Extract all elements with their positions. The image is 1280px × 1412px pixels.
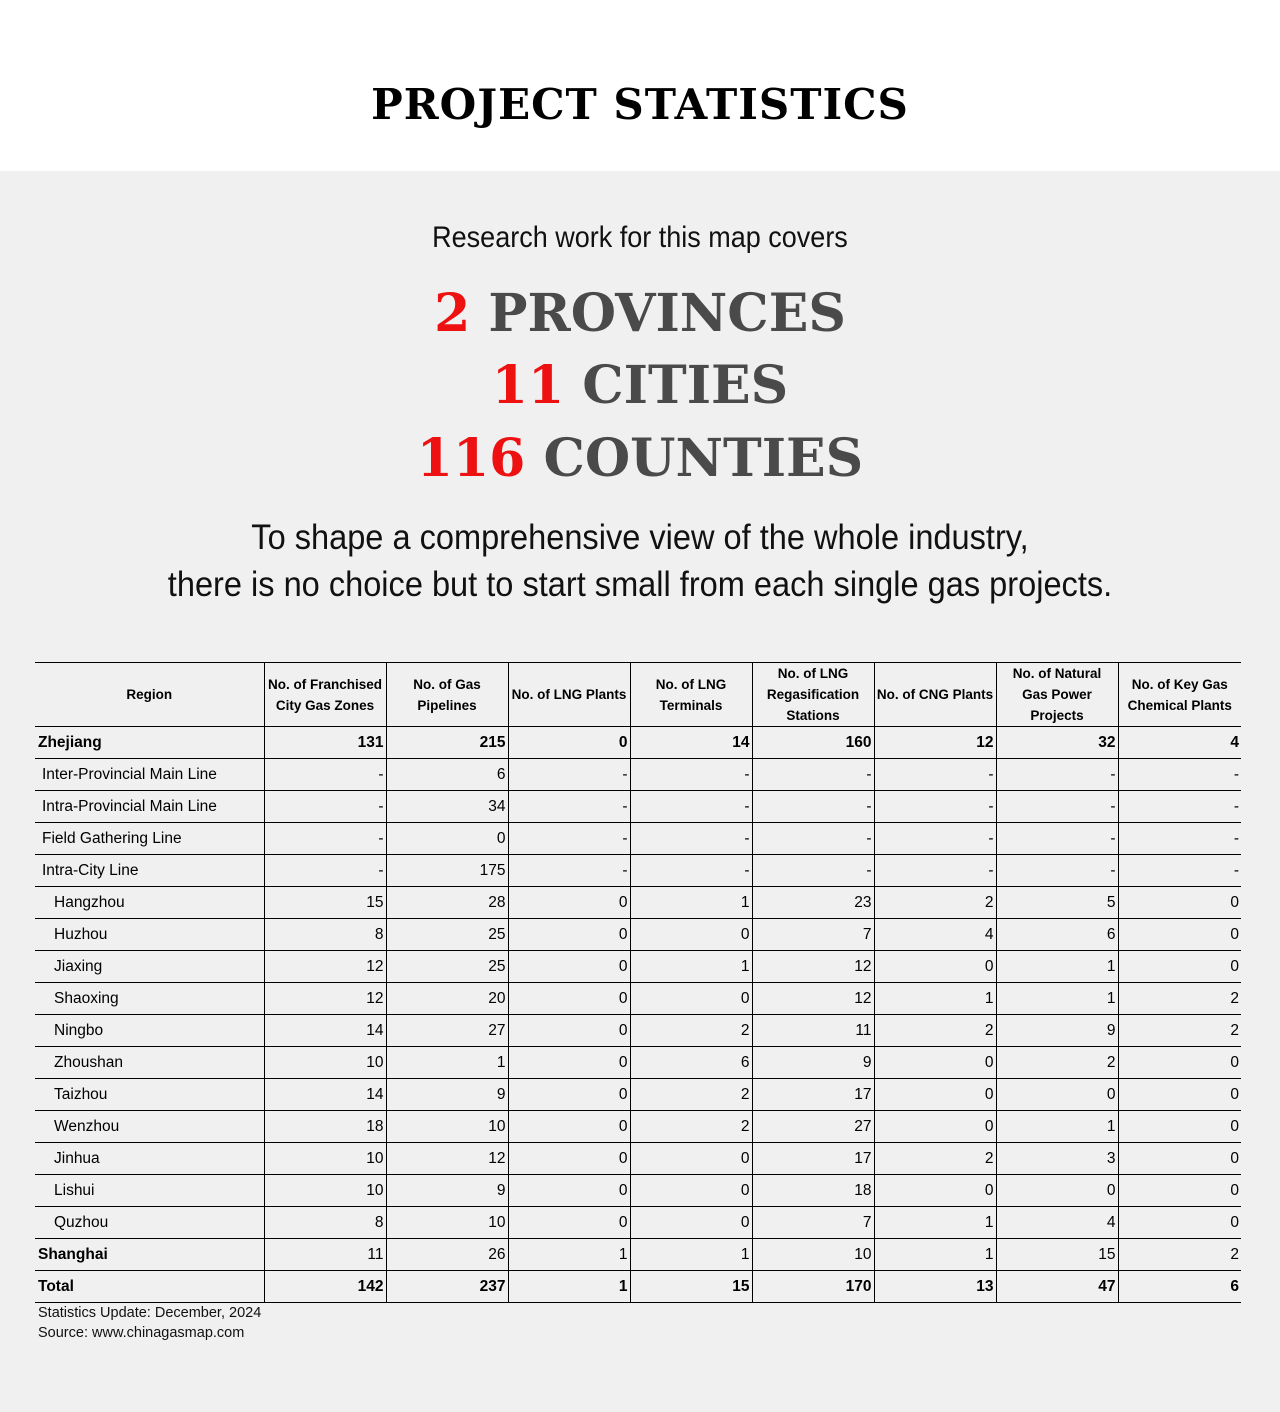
table-row — [35, 983, 1241, 1015]
value-cell: 32 — [996, 727, 1118, 759]
table-row — [35, 951, 1241, 983]
value-cell: - — [1118, 855, 1241, 887]
value-cell: 12 — [752, 951, 874, 983]
value-cell: 1 — [630, 951, 752, 983]
value-cell: 23 — [752, 887, 874, 919]
value-cell: 0 — [508, 1047, 630, 1079]
value-cell: 3 — [996, 1143, 1118, 1175]
value-cell: 2 — [874, 1143, 996, 1175]
value-cell: 0 — [1118, 1143, 1241, 1175]
value-cell: - — [508, 791, 630, 823]
value-cell: 2 — [996, 1047, 1118, 1079]
value-cell: 10 — [386, 1207, 508, 1239]
value-cell: - — [264, 791, 386, 823]
value-cell: - — [752, 823, 874, 855]
table-row — [35, 1079, 1241, 1111]
value-cell: 27 — [752, 1111, 874, 1143]
value-cell: 12 — [752, 983, 874, 1015]
stat-label: COUNTIES — [543, 428, 864, 489]
value-cell: 0 — [630, 1175, 752, 1207]
source-note: Source: www.chinagasmap.com — [38, 1325, 245, 1341]
intro-text: Research work for this map covers — [432, 221, 848, 254]
value-cell: 2 — [630, 1111, 752, 1143]
value-cell: 25 — [386, 919, 508, 951]
value-cell: 1 — [630, 1239, 752, 1271]
value-cell: 1 — [996, 983, 1118, 1015]
value-cell: - — [508, 823, 630, 855]
value-cell: - — [874, 855, 996, 887]
value-cell: - — [1118, 791, 1241, 823]
value-cell: 4 — [1118, 727, 1241, 759]
value-cell: 0 — [630, 1207, 752, 1239]
value-cell: 4 — [874, 919, 996, 951]
value-cell: 1 — [508, 1239, 630, 1271]
value-cell: 2 — [874, 1015, 996, 1047]
value-cell: - — [508, 759, 630, 791]
value-cell: 2 — [874, 887, 996, 919]
value-cell: 1 — [996, 951, 1118, 983]
value-cell: - — [874, 759, 996, 791]
value-cell: 2 — [630, 1015, 752, 1047]
stat-provinces — [0, 284, 1280, 344]
value-cell: 1 — [874, 1239, 996, 1271]
value-cell: 17 — [752, 1143, 874, 1175]
table-row — [35, 727, 1241, 759]
table-row — [35, 791, 1241, 823]
value-cell: 28 — [386, 887, 508, 919]
row-label-cell: Zhejiang — [35, 727, 264, 759]
statistics-panel — [0, 171, 1280, 1412]
value-cell: 4 — [996, 1207, 1118, 1239]
update-note: Statistics Update: December, 2024 — [38, 1305, 262, 1321]
value-cell: 47 — [996, 1271, 1118, 1303]
value-cell: 2 — [1118, 983, 1241, 1015]
value-cell: - — [996, 823, 1118, 855]
value-cell: 0 — [508, 727, 630, 759]
row-label-cell: Jinhua — [35, 1143, 264, 1175]
value-cell: 0 — [630, 1143, 752, 1175]
value-cell: 0 — [874, 1175, 996, 1207]
statistics-table — [35, 662, 1241, 1303]
value-cell: 0 — [508, 1015, 630, 1047]
page-title: PROJECT STATISTICS — [371, 80, 909, 129]
row-label-cell: Shaoxing — [35, 983, 264, 1015]
value-cell: 15 — [630, 1271, 752, 1303]
value-cell: 18 — [752, 1175, 874, 1207]
value-cell: - — [1118, 759, 1241, 791]
value-cell: - — [264, 823, 386, 855]
value-cell: 131 — [264, 727, 386, 759]
row-label-cell: Huzhou — [35, 919, 264, 951]
row-label-cell: Ningbo — [35, 1015, 264, 1047]
value-cell: 12 — [264, 983, 386, 1015]
row-label-cell: Intra-City Line — [35, 855, 264, 887]
stat-label: CITIES — [582, 355, 789, 416]
value-cell: 2 — [1118, 1015, 1241, 1047]
value-cell: 0 — [508, 1143, 630, 1175]
value-cell: 8 — [264, 1207, 386, 1239]
column-header: No. of CNG Plants — [874, 663, 996, 727]
table-row — [35, 1143, 1241, 1175]
value-cell: 0 — [508, 1079, 630, 1111]
value-cell: - — [630, 759, 752, 791]
column-header: Region — [35, 663, 264, 727]
value-cell: 0 — [1118, 1111, 1241, 1143]
value-cell: - — [874, 823, 996, 855]
value-cell: 34 — [386, 791, 508, 823]
table-row — [35, 855, 1241, 887]
stat-label: PROVINCES — [488, 283, 846, 344]
value-cell: 10 — [752, 1239, 874, 1271]
value-cell: 6 — [386, 759, 508, 791]
table-row — [35, 1207, 1241, 1239]
value-cell: 1 — [996, 1111, 1118, 1143]
column-header: No. of Gas Pipelines — [386, 663, 508, 727]
value-cell: 13 — [874, 1271, 996, 1303]
row-label-cell: Taizhou — [35, 1079, 264, 1111]
value-cell: 0 — [996, 1175, 1118, 1207]
stat-number: 116 — [416, 428, 526, 489]
value-cell: 15 — [996, 1239, 1118, 1271]
value-cell: 170 — [752, 1271, 874, 1303]
table-row — [35, 1175, 1241, 1207]
column-header: No. of Natural Gas Power Projects — [996, 663, 1118, 727]
value-cell: 25 — [386, 951, 508, 983]
table-row — [35, 1015, 1241, 1047]
value-cell: 10 — [386, 1111, 508, 1143]
value-cell: 142 — [264, 1271, 386, 1303]
value-cell: - — [630, 855, 752, 887]
value-cell: 12 — [874, 727, 996, 759]
row-label-cell: Inter-Provincial Main Line — [35, 759, 264, 791]
header — [0, 0, 1280, 171]
value-cell: 0 — [1118, 1047, 1241, 1079]
value-cell: 0 — [874, 951, 996, 983]
row-label-cell: Shanghai — [35, 1239, 264, 1271]
row-label-cell: Zhoushan — [35, 1047, 264, 1079]
value-cell: - — [874, 791, 996, 823]
value-cell: 0 — [874, 1047, 996, 1079]
value-cell: - — [264, 855, 386, 887]
stat-counties — [0, 429, 1280, 489]
value-cell: 0 — [1118, 1207, 1241, 1239]
value-cell: 0 — [874, 1079, 996, 1111]
value-cell: - — [1118, 823, 1241, 855]
row-label-cell: Intra-Provincial Main Line — [35, 791, 264, 823]
value-cell: 0 — [508, 919, 630, 951]
value-cell: 17 — [752, 1079, 874, 1111]
value-cell: 175 — [386, 855, 508, 887]
value-cell: 0 — [508, 1111, 630, 1143]
table-row — [35, 1239, 1241, 1271]
value-cell: - — [752, 791, 874, 823]
value-cell: 9 — [752, 1047, 874, 1079]
value-cell: 0 — [386, 823, 508, 855]
table-row — [35, 823, 1241, 855]
value-cell: 2 — [1118, 1239, 1241, 1271]
value-cell: 6 — [1118, 1271, 1241, 1303]
column-header: No. of Key Gas Chemical Plants — [1118, 663, 1241, 727]
value-cell: 6 — [996, 919, 1118, 951]
value-cell: 26 — [386, 1239, 508, 1271]
value-cell: 1 — [874, 1207, 996, 1239]
value-cell: 0 — [1118, 887, 1241, 919]
column-header: No. of LNG Terminals — [630, 663, 752, 727]
value-cell: 0 — [874, 1111, 996, 1143]
value-cell: 0 — [1118, 951, 1241, 983]
stat-cities — [0, 356, 1280, 416]
value-cell: 7 — [752, 1207, 874, 1239]
value-cell: 0 — [996, 1079, 1118, 1111]
row-label-cell: Field Gathering Line — [35, 823, 264, 855]
value-cell: 12 — [264, 951, 386, 983]
stat-number: 11 — [491, 355, 565, 416]
value-cell: 160 — [752, 727, 874, 759]
value-cell: 6 — [630, 1047, 752, 1079]
value-cell: 14 — [264, 1079, 386, 1111]
row-label-cell: Total — [35, 1271, 264, 1303]
value-cell: 237 — [386, 1271, 508, 1303]
value-cell: 9 — [996, 1015, 1118, 1047]
value-cell: 5 — [996, 887, 1118, 919]
value-cell: 8 — [264, 919, 386, 951]
value-cell: 12 — [386, 1143, 508, 1175]
row-label-cell: Hangzhou — [35, 887, 264, 919]
value-cell: 9 — [386, 1079, 508, 1111]
value-cell: 0 — [508, 951, 630, 983]
value-cell: 1 — [386, 1047, 508, 1079]
column-header: No. of Franchised City Gas Zones — [264, 663, 386, 727]
value-cell: 0 — [508, 887, 630, 919]
value-cell: 9 — [386, 1175, 508, 1207]
value-cell: 11 — [752, 1015, 874, 1047]
value-cell: - — [996, 791, 1118, 823]
value-cell: 14 — [630, 727, 752, 759]
value-cell: - — [264, 759, 386, 791]
table-row — [35, 759, 1241, 791]
value-cell: 15 — [264, 887, 386, 919]
value-cell: 0 — [1118, 1079, 1241, 1111]
table-notes — [38, 1303, 261, 1343]
table-row — [35, 1047, 1241, 1079]
value-cell: 14 — [264, 1015, 386, 1047]
tagline-line-1: To shape a comprehensive view of the whole industry, — [251, 518, 1029, 557]
table-header-row — [35, 663, 1241, 727]
value-cell: 27 — [386, 1015, 508, 1047]
table-row — [35, 887, 1241, 919]
column-header: No. of LNG Plants — [508, 663, 630, 727]
value-cell: - — [508, 855, 630, 887]
value-cell: - — [752, 855, 874, 887]
value-cell: - — [996, 855, 1118, 887]
value-cell: 2 — [630, 1079, 752, 1111]
value-cell: 0 — [508, 1175, 630, 1207]
value-cell: 10 — [264, 1047, 386, 1079]
value-cell: 1 — [508, 1271, 630, 1303]
value-cell: 0 — [1118, 919, 1241, 951]
value-cell: 10 — [264, 1143, 386, 1175]
tagline-line-2: there is no choice but to start small from each single gas projects. — [167, 565, 1113, 604]
value-cell: 11 — [264, 1239, 386, 1271]
value-cell: 1 — [874, 983, 996, 1015]
table-row — [35, 919, 1241, 951]
stat-number: 2 — [434, 283, 471, 344]
row-label-cell: Jiaxing — [35, 951, 264, 983]
value-cell: 0 — [630, 983, 752, 1015]
row-label-cell: Wenzhou — [35, 1111, 264, 1143]
value-cell: 10 — [264, 1175, 386, 1207]
table-row — [35, 1271, 1241, 1303]
value-cell: 0 — [630, 919, 752, 951]
value-cell: 7 — [752, 919, 874, 951]
value-cell: 0 — [508, 983, 630, 1015]
value-cell: 215 — [386, 727, 508, 759]
value-cell: 0 — [508, 1207, 630, 1239]
value-cell: - — [752, 759, 874, 791]
value-cell: 18 — [264, 1111, 386, 1143]
value-cell: - — [630, 823, 752, 855]
column-header: No. of LNG Regasification Stations — [752, 663, 874, 727]
table-row — [35, 1111, 1241, 1143]
value-cell: - — [996, 759, 1118, 791]
row-label-cell: Quzhou — [35, 1207, 264, 1239]
value-cell: 20 — [386, 983, 508, 1015]
row-label-cell: Lishui — [35, 1175, 264, 1207]
value-cell: 1 — [630, 887, 752, 919]
value-cell: 0 — [1118, 1175, 1241, 1207]
value-cell: - — [630, 791, 752, 823]
